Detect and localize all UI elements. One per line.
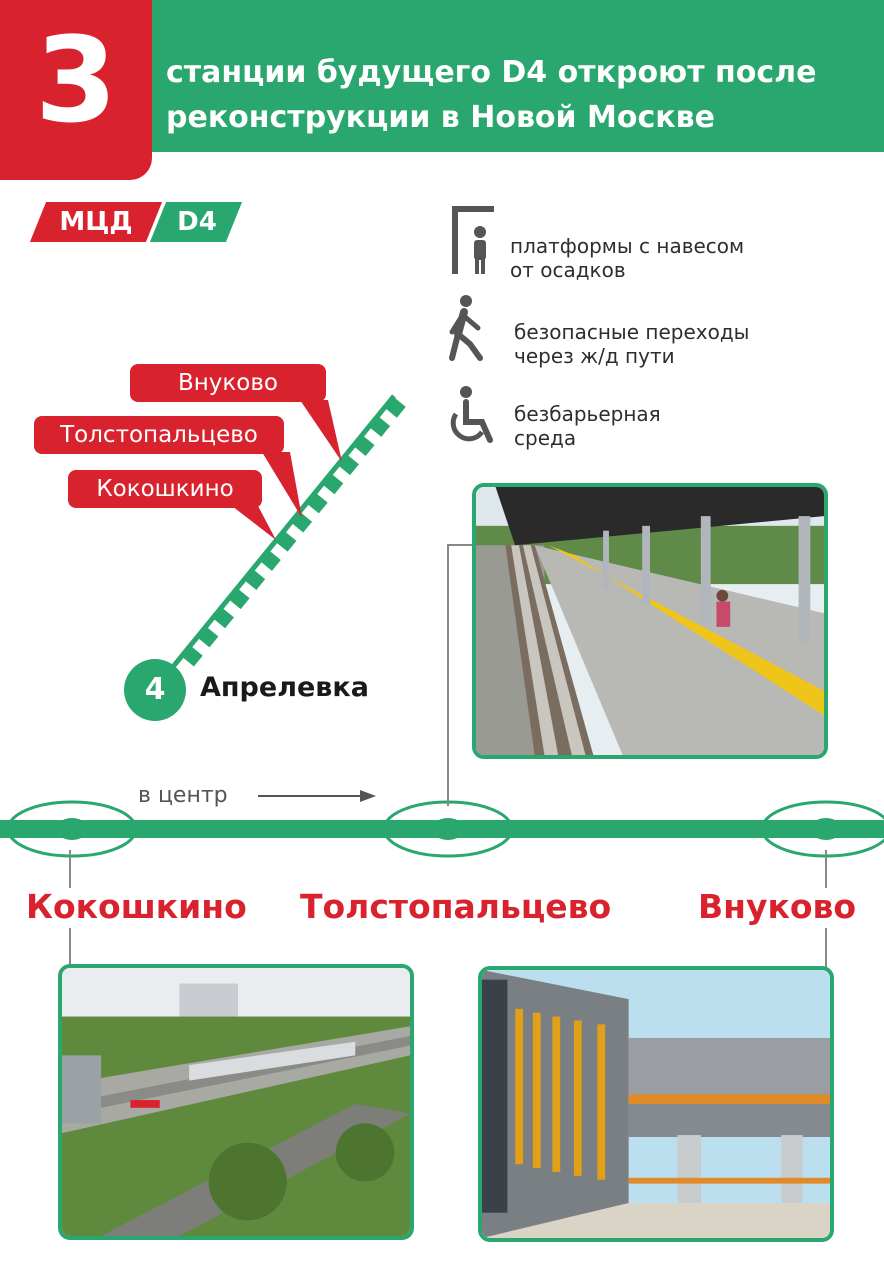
legend-item-accessibility [514, 402, 661, 450]
legend-crossings-line2: через ж/д пути [514, 344, 675, 368]
callout-tolstopaltsevo: Толстопальцево [34, 416, 284, 454]
callout-pointer-vnukovo [300, 400, 342, 462]
legend-item-canopy [510, 234, 744, 282]
callout-vnukovo: Внуково [130, 364, 326, 402]
pedestrian-icon [452, 295, 480, 358]
wheelchair-icon [453, 386, 490, 440]
connector-tolstopaltsevo [448, 545, 474, 806]
callout-pointer-tolstopaltsevo [262, 452, 302, 518]
callout-kokoshkino: Кокошкино [68, 470, 262, 508]
title-line-2: реконструкции в Новой Москве [166, 100, 715, 135]
station-dot-vnukovo [810, 818, 842, 840]
callout-pointer-kokoshkino [232, 506, 276, 540]
number-text: 3 [34, 11, 118, 149]
station-dot-tolstopaltsevo [432, 818, 464, 840]
legend-crossings-line1: безопасные переходы [514, 320, 750, 344]
legend-canopy-line1: платформы с навесом [510, 234, 745, 258]
canopy-icon [452, 206, 494, 274]
photo-tolstopaltsevo-platform [472, 483, 828, 759]
direction-arrow-head [360, 790, 376, 802]
legend-item-crossings [514, 320, 749, 368]
d4-logo-text: D4 [177, 207, 217, 237]
photo-kokoshkino-station [58, 964, 414, 1240]
legend-canopy-line2: от осадков [510, 258, 626, 282]
direction-label: в центр [138, 783, 228, 808]
legend-accessibility-line1: безбарьерная [514, 402, 661, 426]
terminal-station-label: Апрелевка [200, 672, 369, 703]
legend-accessibility-line2: среда [514, 426, 577, 450]
station-dot-kokoshkino [56, 818, 88, 840]
photo-vnukovo-station [478, 966, 834, 1242]
station-label-kokoshkino: Кокошкино [26, 887, 247, 926]
title-line-1: станции будущего D4 откроют после [166, 55, 817, 90]
mcd-logo-text: МЦД [59, 207, 133, 237]
station-label-vnukovo: Внуково [698, 887, 857, 926]
terminal-number-badge: 4 [124, 659, 186, 721]
station-label-tolstopaltsevo: Толстопальцево [300, 887, 612, 926]
